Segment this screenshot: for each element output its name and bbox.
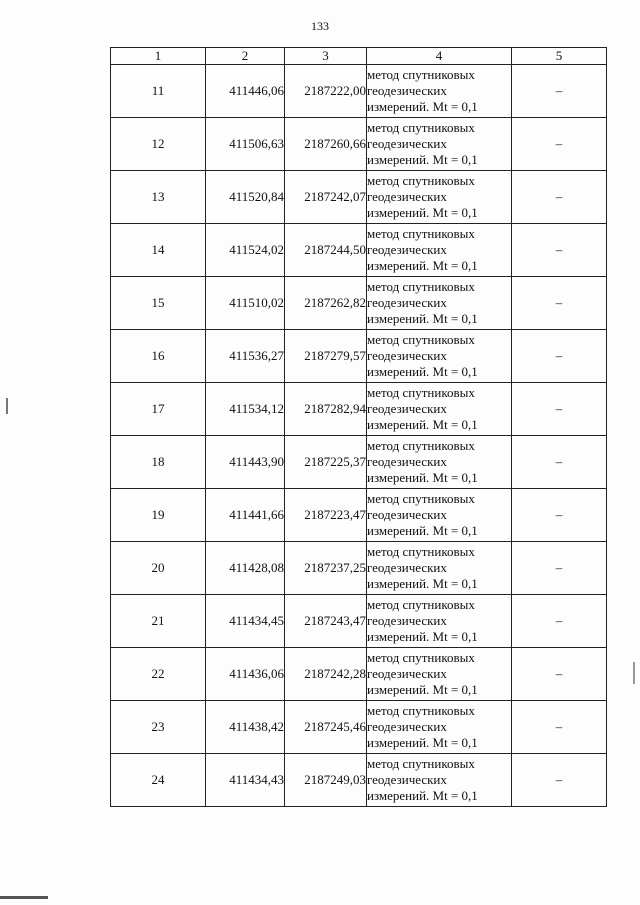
coordinate-y: 2187279,57 (285, 330, 367, 383)
coordinate-y: 2187223,47 (285, 489, 367, 542)
description-cell: – (512, 65, 607, 118)
method-line-1: метод спутниковых (367, 279, 475, 294)
point-number: 24 (111, 754, 206, 807)
description-cell: – (512, 754, 607, 807)
table-row (111, 330, 607, 383)
method-line-3: измерений. Mt = 0,1 (367, 152, 478, 167)
coordinate-x: 411510,02 (206, 277, 285, 330)
description-cell: – (512, 224, 607, 277)
table-row (111, 118, 607, 171)
point-number: 14 (111, 224, 206, 277)
method-line-2: геодезических (367, 560, 447, 575)
coordinate-y: 2187245,46 (285, 701, 367, 754)
coordinate-x: 411441,66 (206, 489, 285, 542)
method-line-2: геодезических (367, 507, 447, 522)
method-line-2: геодезических (367, 613, 447, 628)
table-row (111, 171, 607, 224)
method-line-2: геодезических (367, 242, 447, 257)
method-line-3: измерений. Mt = 0,1 (367, 523, 478, 538)
description-cell: – (512, 118, 607, 171)
point-number: 15 (111, 277, 206, 330)
method-line-3: измерений. Mt = 0,1 (367, 258, 478, 273)
method-cell (367, 224, 512, 277)
description-cell: – (512, 648, 607, 701)
page-number: 133 (311, 19, 329, 33)
method-line-1: метод спутниковых (367, 120, 475, 135)
column-header-number: 1 (111, 48, 206, 65)
method-line-1: метод спутниковых (367, 703, 475, 718)
method-line-2: геодезических (367, 401, 447, 416)
method-line-3: измерений. Mt = 0,1 (367, 205, 478, 220)
method-cell (367, 648, 512, 701)
coordinate-y: 2187242,28 (285, 648, 367, 701)
method-cell (367, 65, 512, 118)
column-header-method: 4 (367, 48, 512, 65)
method-line-1: метод спутниковых (367, 226, 475, 241)
table-row (111, 754, 607, 807)
coordinate-y: 2187260,66 (285, 118, 367, 171)
method-line-2: геодезических (367, 83, 447, 98)
table-row (111, 701, 607, 754)
table-row (111, 65, 607, 118)
table-header-row (111, 48, 607, 65)
point-number: 13 (111, 171, 206, 224)
method-line-1: метод спутниковых (367, 332, 475, 347)
method-line-3: измерений. Mt = 0,1 (367, 417, 478, 432)
point-number: 16 (111, 330, 206, 383)
method-line-2: геодезических (367, 666, 447, 681)
description-cell: – (512, 330, 607, 383)
column-header-x: 2 (206, 48, 285, 65)
column-header-y: 3 (285, 48, 367, 65)
method-line-1: метод спутниковых (367, 544, 475, 559)
method-cell (367, 383, 512, 436)
coordinate-x: 411524,02 (206, 224, 285, 277)
coordinate-x: 411536,27 (206, 330, 285, 383)
coordinates-table (110, 47, 607, 807)
method-line-2: геодезических (367, 136, 447, 151)
method-line-3: измерений. Mt = 0,1 (367, 576, 478, 591)
method-line-3: измерений. Mt = 0,1 (367, 99, 478, 114)
table-row (111, 648, 607, 701)
method-cell (367, 330, 512, 383)
method-cell (367, 489, 512, 542)
coordinate-y: 2187243,47 (285, 595, 367, 648)
coordinate-y: 2187237,25 (285, 542, 367, 595)
point-number: 12 (111, 118, 206, 171)
method-line-2: геодезических (367, 772, 447, 787)
coordinate-x: 411446,06 (206, 65, 285, 118)
coordinate-x: 411436,06 (206, 648, 285, 701)
point-number: 18 (111, 436, 206, 489)
point-number: 11 (111, 65, 206, 118)
method-line-3: измерений. Mt = 0,1 (367, 629, 478, 644)
table-row (111, 383, 607, 436)
method-cell (367, 171, 512, 224)
coordinate-x: 411443,90 (206, 436, 285, 489)
method-line-3: измерений. Mt = 0,1 (367, 364, 478, 379)
method-line-1: метод спутниковых (367, 756, 475, 771)
point-number: 19 (111, 489, 206, 542)
coordinate-y: 2187282,94 (285, 383, 367, 436)
point-number: 17 (111, 383, 206, 436)
table-row (111, 542, 607, 595)
method-cell (367, 118, 512, 171)
method-line-3: измерений. Mt = 0,1 (367, 470, 478, 485)
scan-edge-mark-right (633, 662, 635, 684)
method-cell (367, 436, 512, 489)
method-line-2: геодезических (367, 189, 447, 204)
column-header-description: 5 (512, 48, 607, 65)
method-line-1: метод спутниковых (367, 173, 475, 188)
description-cell: – (512, 171, 607, 224)
method-line-1: метод спутниковых (367, 385, 475, 400)
coordinate-x: 411534,12 (206, 383, 285, 436)
point-number: 23 (111, 701, 206, 754)
point-number: 22 (111, 648, 206, 701)
coordinate-y: 2187244,50 (285, 224, 367, 277)
table-row (111, 436, 607, 489)
description-cell: – (512, 436, 607, 489)
scan-artifact (0, 896, 48, 899)
method-line-2: геодезических (367, 719, 447, 734)
table-row (111, 489, 607, 542)
table-row (111, 224, 607, 277)
coordinate-x: 411428,08 (206, 542, 285, 595)
coordinate-y: 2187242,07 (285, 171, 367, 224)
coordinate-y: 2187225,37 (285, 436, 367, 489)
method-line-3: измерений. Mt = 0,1 (367, 682, 478, 697)
method-line-2: геодезических (367, 454, 447, 469)
coordinate-x: 411520,84 (206, 171, 285, 224)
description-cell: – (512, 489, 607, 542)
method-line-3: измерений. Mt = 0,1 (367, 788, 478, 803)
method-line-1: метод спутниковых (367, 438, 475, 453)
method-line-3: измерений. Mt = 0,1 (367, 735, 478, 750)
coordinate-x: 411434,45 (206, 595, 285, 648)
method-line-1: метод спутниковых (367, 597, 475, 612)
method-line-1: метод спутниковых (367, 491, 475, 506)
description-cell: – (512, 701, 607, 754)
method-cell (367, 277, 512, 330)
coordinate-y: 2187249,03 (285, 754, 367, 807)
point-number: 20 (111, 542, 206, 595)
scan-edge-mark (6, 398, 8, 414)
method-line-1: метод спутниковых (367, 67, 475, 82)
description-cell: – (512, 277, 607, 330)
description-cell: – (512, 542, 607, 595)
point-number: 21 (111, 595, 206, 648)
description-cell: – (512, 383, 607, 436)
method-line-2: геодезических (367, 295, 447, 310)
method-line-1: метод спутниковых (367, 650, 475, 665)
coordinate-x: 411434,43 (206, 754, 285, 807)
coordinate-y: 2187222,00 (285, 65, 367, 118)
method-line-3: измерений. Mt = 0,1 (367, 311, 478, 326)
table-row (111, 595, 607, 648)
description-cell: – (512, 595, 607, 648)
method-cell (367, 754, 512, 807)
table-row (111, 277, 607, 330)
method-cell (367, 542, 512, 595)
coordinate-x: 411506,63 (206, 118, 285, 171)
coordinate-x: 411438,42 (206, 701, 285, 754)
method-cell (367, 701, 512, 754)
coordinate-y: 2187262,82 (285, 277, 367, 330)
method-line-2: геодезических (367, 348, 447, 363)
method-cell (367, 595, 512, 648)
